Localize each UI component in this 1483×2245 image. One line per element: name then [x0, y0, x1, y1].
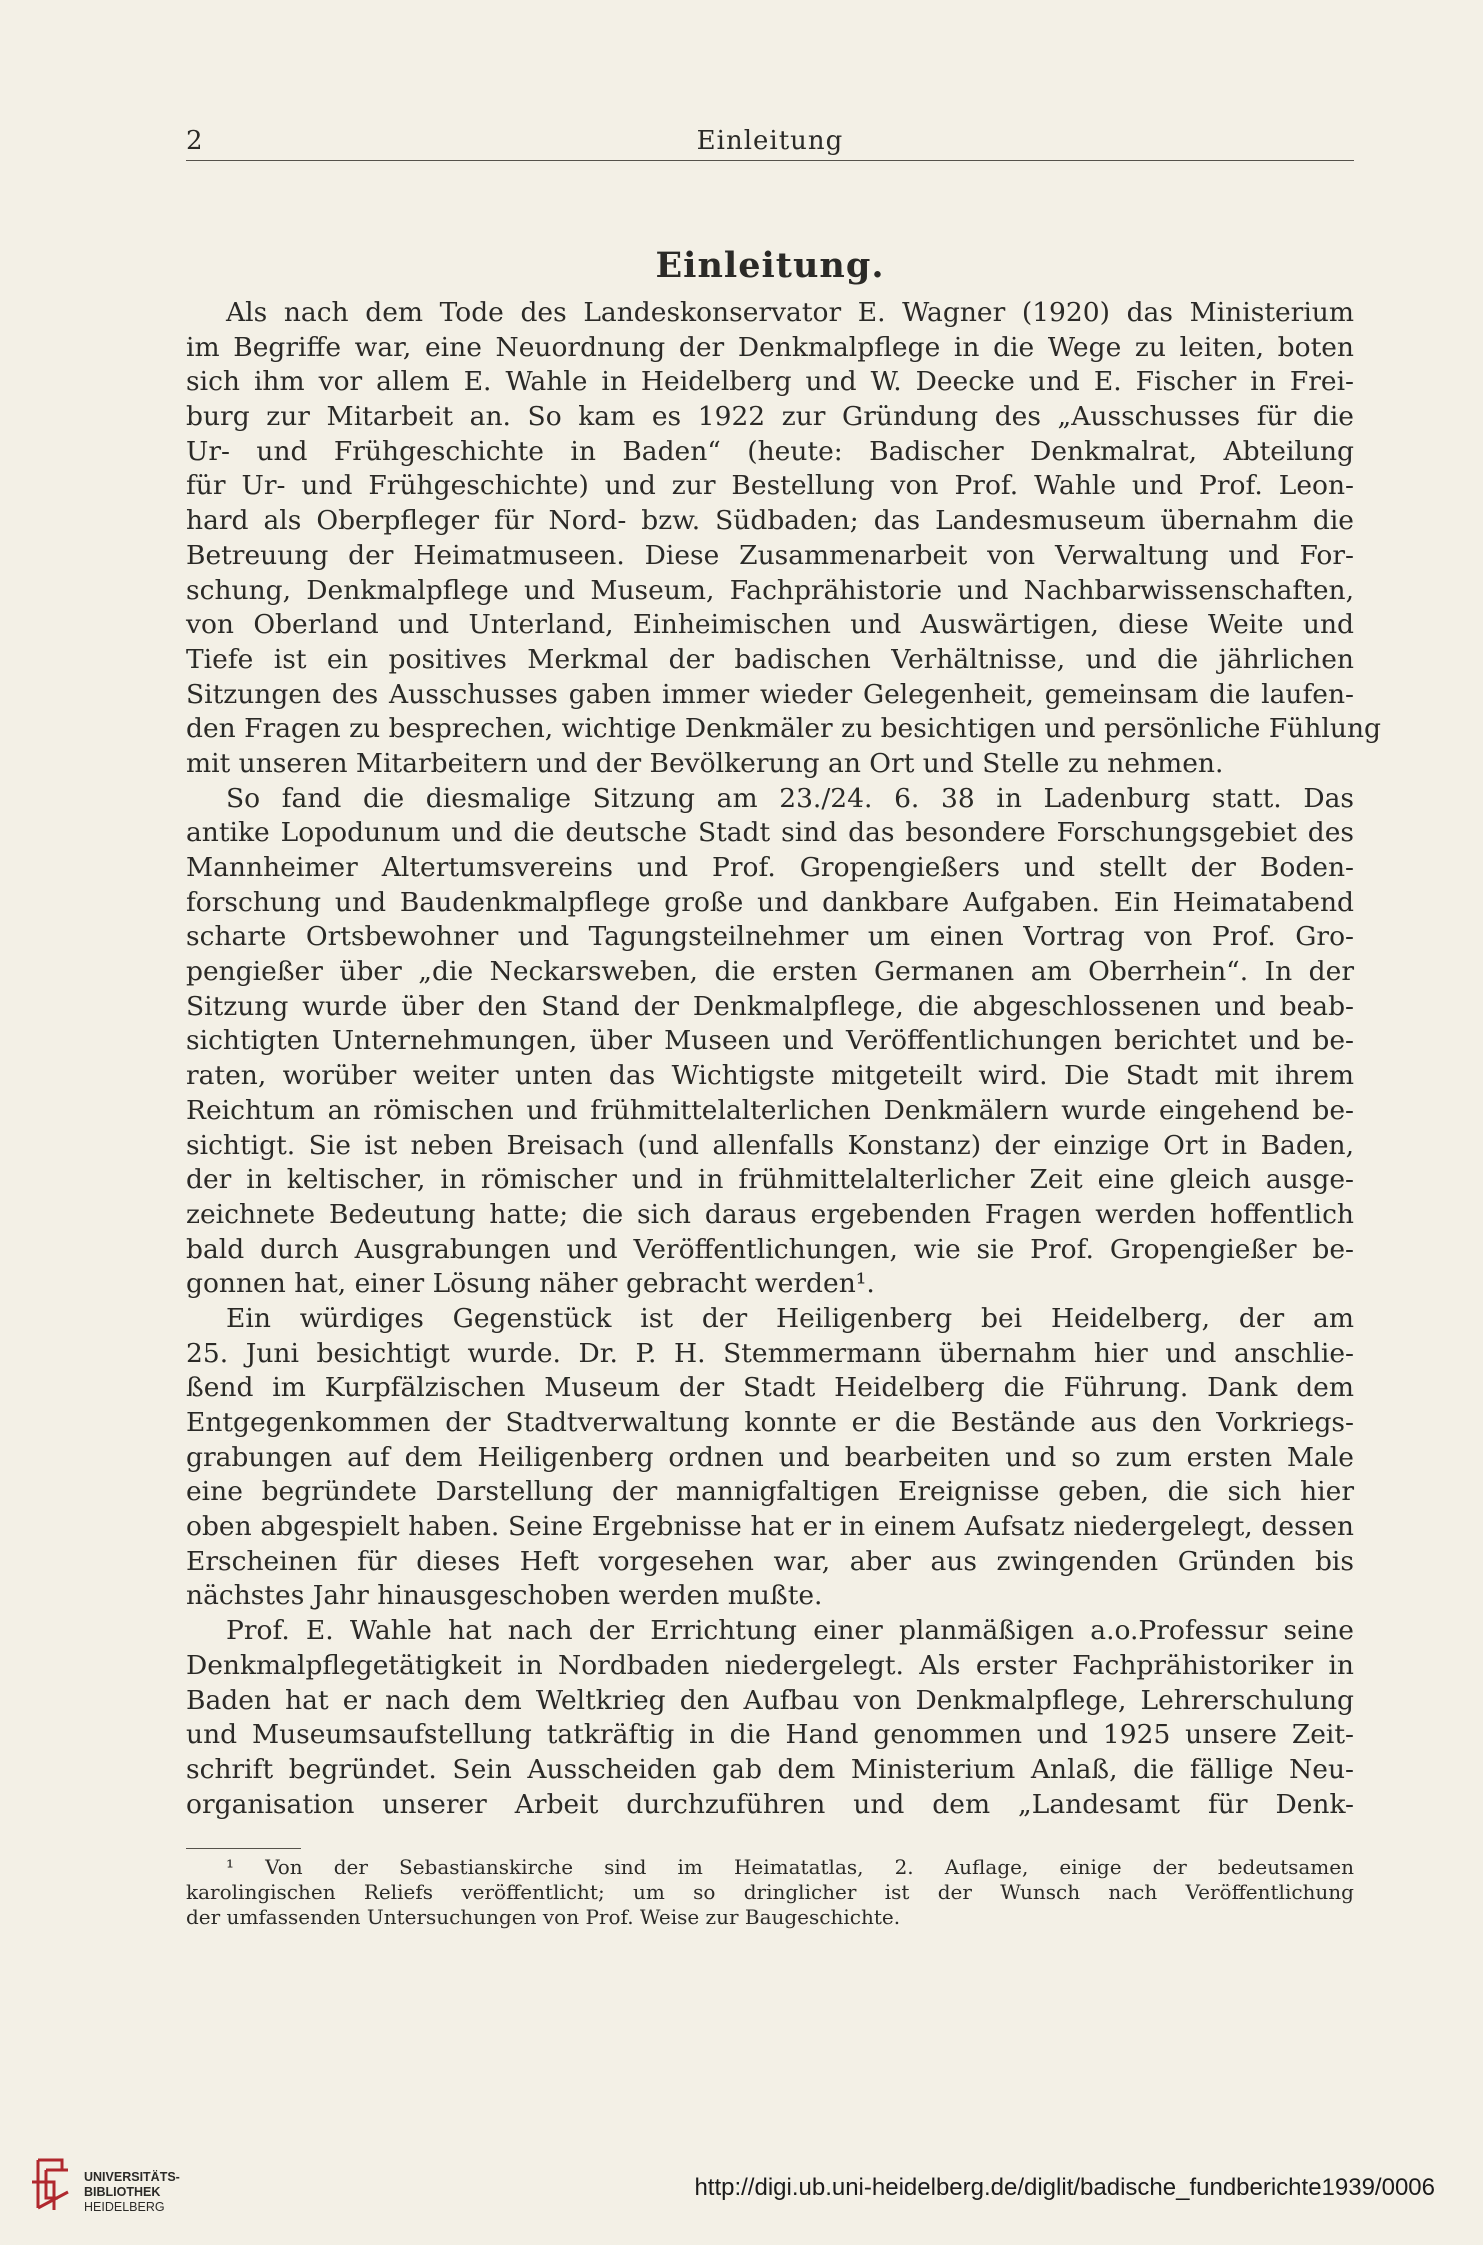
text-line: und Museumsaufstellung tatkräftig in die Hand genommen und 1925 unsere Zeit- — [186, 1719, 1354, 1751]
text-line: Denkmalpflegetätigkeit in Nordbaden niedergelegt. Als erster Fachprähistoriker in — [186, 1649, 1354, 1681]
text-line: schrift begründet. Sein Ausscheiden gab dem Ministerium Anlaß, die fällige Neu- — [186, 1753, 1354, 1785]
text-line: forschung und Baudenkmalpflege große und dankbare Aufgaben. Ein Heimatabend — [186, 886, 1354, 918]
text-line: eine begründete Darstellung der mannigfaltigen Ereignisse geben, die sich hier — [186, 1476, 1354, 1508]
source-url[interactable]: http://digi.ub.uni-heidelberg.de/diglit/badische_fundberichte1939/0006 — [694, 2174, 1435, 2201]
text-line: für Ur- und Frühgeschichte) und zur Bestellung von Prof. Wahle und Prof. Leon- — [186, 470, 1354, 502]
text-line: pengießer über „die Neckarsweben, die ersten Germanen am Oberrhein“. In der — [186, 956, 1354, 988]
running-title: Einleitung — [696, 126, 844, 156]
footnote-line: karolingischen Reliefs veröffentlicht; um so dringlicher ist der Wunsch nach Veröffentlichung — [186, 1880, 1354, 1904]
text-line: sichtigt. Sie ist neben Breisach (und allenfalls Konstanz) der einzige Ort in Baden, — [186, 1129, 1354, 1161]
text-line: scharte Ortsbewohner und Tagungsteilnehmer um einen Vortrag von Prof. Gro- — [186, 921, 1354, 953]
running-head — [186, 118, 1354, 161]
library-name-line: BIBLIOTHEK — [84, 2185, 161, 2199]
footnotes — [186, 1855, 1354, 1930]
text-line: So fand die diesmalige Sitzung am 23./24. 6. 38 in Ladenburg statt. Das — [226, 782, 1354, 814]
text-line: Reichtum an römischen und frühmittelalterlichen Denkmälern wurde eingehend be- — [186, 1094, 1354, 1126]
text-line: bald durch Ausgrabungen und Veröffentlichungen, wie sie Prof. Gropengießer be- — [186, 1233, 1354, 1265]
text-line: Sitzungen des Ausschusses gaben immer wieder Gelegenheit, gemeinsam die laufen- — [186, 678, 1354, 710]
ub-heidelberg-logo-icon — [28, 2152, 72, 2216]
text-line: den Fragen zu besprechen, wichtige Denkmäler zu besichtigen und persönliche Fühlung — [186, 713, 1381, 745]
text-line: Baden hat er nach dem Weltkrieg den Aufbau von Denkmalpflege, Lehrerschulung — [186, 1684, 1354, 1716]
text-line: ßend im Kurpfälzischen Museum der Stadt Heidelberg die Führung. Dank dem — [186, 1372, 1354, 1404]
chapter-title: Einleitung. — [655, 245, 885, 286]
text-line: burg zur Mitarbeit an. So kam es 1922 zur Gründung des „Ausschusses für die — [186, 401, 1354, 433]
footnote-line: ¹ Von der Sebastianskirche sind im Heimatatlas, 2. Auflage, einige der bedeutsamen — [226, 1855, 1354, 1879]
library-name-line: UNIVERSITÄTS- — [84, 2170, 180, 2184]
library-name-line: HEIDELBERG — [84, 2200, 165, 2214]
library-name — [84, 2170, 180, 2215]
text-line: gonnen hat, einer Lösung näher gebracht werden¹. — [186, 1268, 875, 1300]
footnote-divider — [186, 1848, 301, 1849]
text-line: oben abgespielt haben. Seine Ergebnisse hat er in einem Aufsatz niedergelegt, dessen — [186, 1511, 1354, 1543]
text-line: Sitzung wurde über den Stand der Denkmalpflege, die abgeschlossenen und beab- — [186, 990, 1354, 1022]
page-number: 2 — [186, 126, 203, 156]
text-line: Tiefe ist ein positives Merkmal der badischen Verhältnisse, und die jährlichen — [186, 643, 1354, 675]
text-line: sich ihm vor allem E. Wahle in Heidelberg und W. Deecke und E. Fischer in Frei- — [186, 366, 1354, 398]
text-line: Prof. E. Wahle hat nach der Errichtung einer planmäßigen a.o.Professur seine — [226, 1615, 1354, 1647]
text-line: Entgegenkommen der Stadtverwaltung konnte er die Bestände aus den Vorkriegs- — [186, 1407, 1354, 1438]
text-line: Mannheimer Altertumsvereins und Prof. Gropengießers und stellt der Boden- — [186, 852, 1354, 883]
footnote-line: der umfassenden Untersuchungen von Prof. Weise zur Baugeschichte. — [186, 1905, 901, 1929]
text-line: Ein würdiges Gegenstück ist der Heiligenberg bei Heidelberg, der am — [226, 1302, 1354, 1334]
text-line: Betreuung der Heimatmuseen. Diese Zusammenarbeit von Verwaltung und For- — [186, 539, 1354, 571]
text-line: hard als Oberpfleger für Nord- bzw. Südbaden; das Landesmuseum übernahm die — [186, 505, 1354, 537]
text-line: nächstes Jahr hinausgeschoben werden mußte. — [186, 1580, 823, 1612]
text-line: 25. Juni besichtigt wurde. Dr. P. H. Stemmermann übernahm hier und anschlie- — [186, 1337, 1354, 1369]
text-line: im Begriffe war, eine Neuordnung der Denkmalpflege in die Wege zu leiten, boten — [186, 331, 1354, 363]
text-line: der in keltischer, in römischer und in frühmittelalterlicher Zeit eine gleich ausge- — [186, 1164, 1354, 1196]
text-line: zeichnete Bedeutung hatte; die sich daraus ergebenden Fragen werden hoffentlich — [186, 1198, 1354, 1230]
text-line: Ur- und Frühgeschichte in Baden“ (heute: Badischer Denkmalrat, Abteilung — [186, 435, 1354, 467]
text-line: Erscheinen für dieses Heft vorgesehen war, aber aus zwingenden Gründen bis — [186, 1545, 1354, 1577]
text-line: Als nach dem Tode des Landeskonservator E. Wagner (1920) das Ministerium — [226, 297, 1354, 328]
text-line: raten, worüber weiter unten das Wichtigste mitgeteilt wird. Die Stadt mit ihrem — [186, 1060, 1354, 1092]
text-line: von Oberland und Unterland, Einheimischen und Auswärtigen, diese Weite und — [186, 609, 1354, 641]
text-line: grabungen auf dem Heiligenberg ordnen und bearbeiten und so zum ersten Male — [186, 1441, 1354, 1473]
text-line: mit unseren Mitarbeitern und der Bevölkerung an Ort und Stelle zu nehmen. — [186, 747, 1224, 779]
text-line: schung, Denkmalpflege und Museum, Fachprähistorie und Nachbarwissenschaften, — [186, 574, 1354, 606]
text-line: antike Lopodunum und die deutsche Stadt sind das besondere Forschungsgebiet des — [186, 817, 1354, 849]
text-line: organisation unserer Arbeit durchzuführen und dem „Landesamt für Denk- — [186, 1788, 1354, 1820]
body-text — [186, 296, 1381, 1822]
text-line: sichtigten Unternehmungen, über Museen und Veröffentlichungen berichtet und be- — [186, 1025, 1354, 1057]
